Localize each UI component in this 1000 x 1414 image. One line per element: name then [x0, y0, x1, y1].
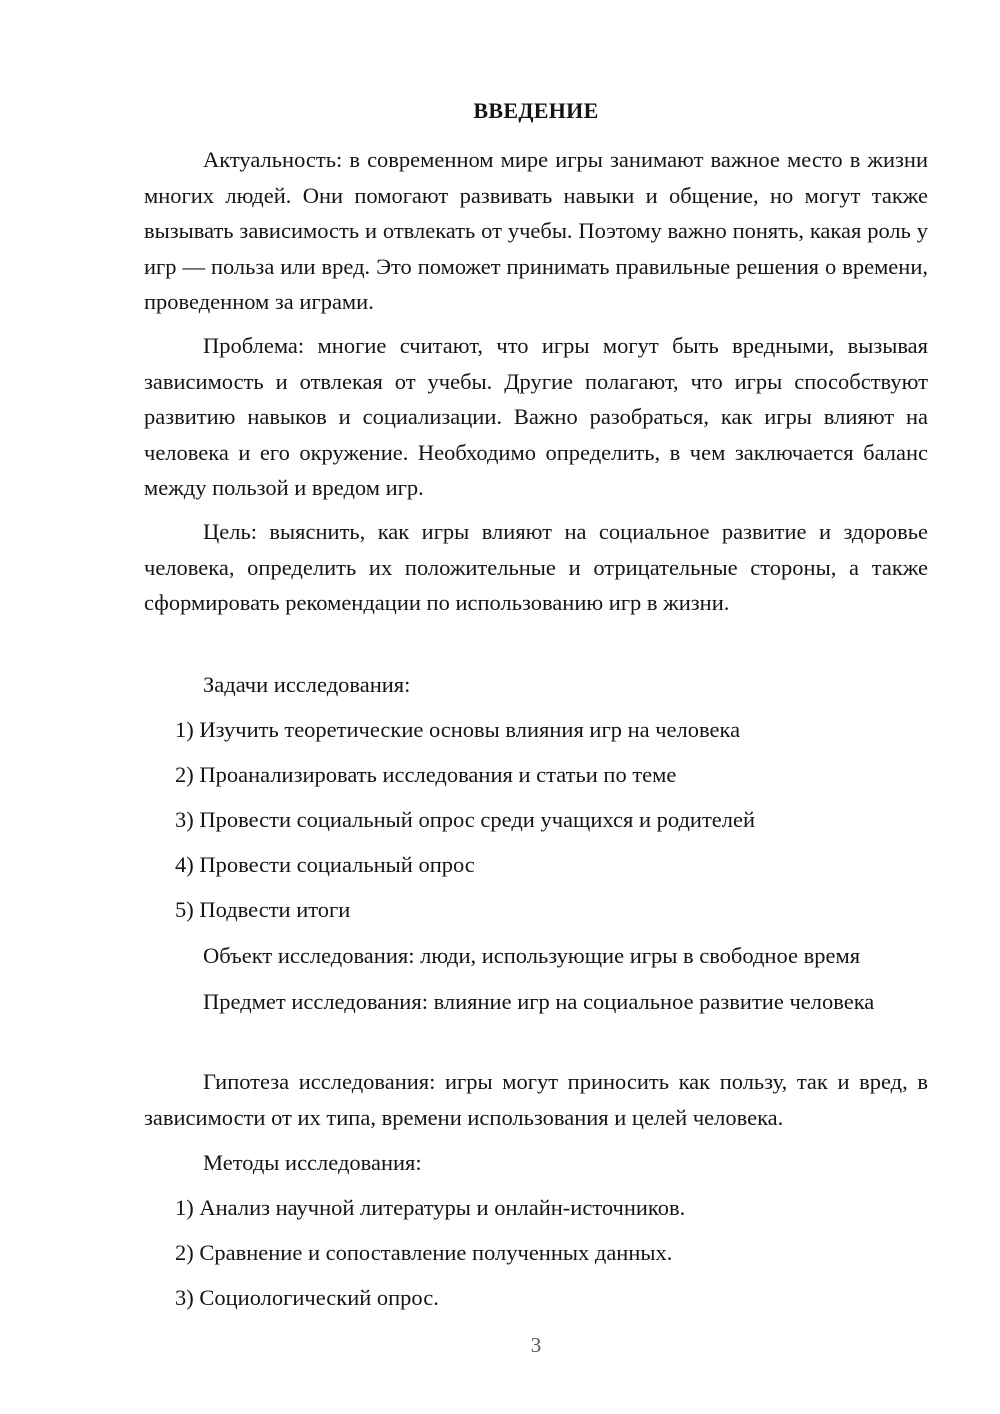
task-item: 5) Подвести итоги	[175, 897, 351, 922]
subject-paragraph: Предмет исследования: влияние игр на социальное развитие человека	[203, 989, 875, 1014]
goal-paragraph: Цель: выяснить, как игры влияют на социальное развитие и здоровье человека, определить их положительные и отрицательные стороны, а также сформировать рекомендации по использованию игр в жизни.	[144, 519, 928, 615]
task-item: 1) Изучить теоретические основы влияния игр на человека	[175, 717, 741, 742]
task-item: 3) Провести социальный опрос среди учащихся и родителей	[175, 807, 756, 832]
task-item: 4) Провести социальный опрос	[175, 852, 475, 877]
object-line: Объект исследования: люди, использующие игры в свободное время	[203, 943, 861, 968]
tasks-heading: Задачи исследования:	[203, 672, 411, 697]
relevance-paragraph: Актуальность: в современном мире игры занимают важное место в жизни многих людей. Они помогают развивать навыки и общение, но могут также вызывать зависимость и отвлекать от учебы. Поэтому важно понять, какая роль у игр — польза или вред. Это поможет принимать правильные решения о времени, проведенном за играми.	[144, 147, 928, 314]
page-number: 3	[530, 1333, 542, 1357]
method-item: 1) Анализ научной литературы и онлайн-источников.	[175, 1195, 686, 1220]
problem-paragraph: Проблема: многие считают, что игры могут быть вредными, вызывая зависимость и отвлекая от учебы. Другие полагают, что игры способствуют развитию навыков и социализации. Важно разобраться, как игры влияют на человека и его окружение. Необходимо определить, в чем заключается баланс между пользой и вредом игр.	[144, 333, 928, 500]
task-item: 2) Проанализировать исследования и статьи по теме	[175, 762, 677, 787]
method-item: 2) Сравнение и сопоставление полученных данных.	[175, 1240, 673, 1265]
methods-heading: Методы исследования:	[203, 1150, 422, 1175]
method-item: 3) Социологический опрос.	[175, 1285, 439, 1310]
hypothesis-paragraph: Гипотеза исследования: игры могут приносить как пользу, так и вред, в зависимости от их типа, времени использования и целей человека.	[144, 1069, 928, 1130]
section-heading: ВВЕДЕНИЕ	[473, 98, 599, 123]
